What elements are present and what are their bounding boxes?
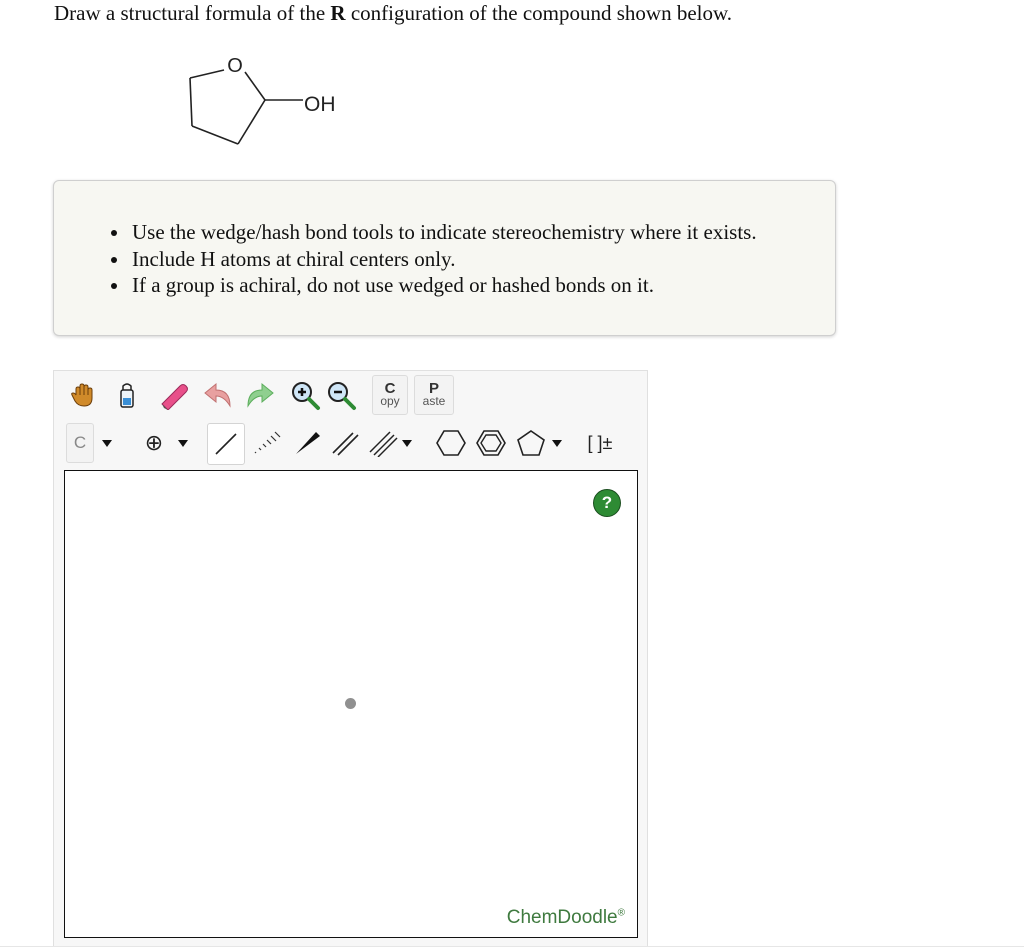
bracket-button[interactable] [578, 423, 622, 463]
hydroxyl-label: OH [304, 93, 336, 116]
charge-plus-icon: ⊕ [144, 430, 164, 455]
double-bond-icon [330, 429, 360, 457]
ring-oxygen-label: O [227, 55, 243, 77]
cyclopentane-button[interactable] [514, 423, 548, 463]
triple-bond-icon [368, 429, 398, 457]
question-prefix: Draw a structural formula of the [54, 1, 331, 25]
clear-icon [113, 380, 141, 410]
chemdoodle-editor [53, 370, 648, 947]
chevron-down-icon [102, 440, 112, 447]
hash-bond-button[interactable] [250, 423, 284, 463]
copy-label-big: C [384, 380, 396, 397]
double-bond-button[interactable] [328, 423, 362, 463]
hand-tool-button[interactable] [66, 375, 100, 415]
wedge-bond-icon [292, 429, 322, 457]
paste-label-big: P [428, 380, 439, 397]
zoom-in-button[interactable] [288, 375, 322, 415]
copy-label [380, 380, 400, 408]
bond-c5-o [190, 70, 224, 78]
toolbar-row-1 [62, 375, 642, 421]
molecule-structure [180, 48, 380, 163]
atom-dropdown-button[interactable] [94, 423, 120, 463]
brand-text: ChemDoodle [506, 907, 618, 928]
bond-dropdown-button[interactable] [396, 423, 418, 463]
ring-dropdown-button[interactable] [546, 423, 568, 463]
single-bond-button[interactable] [207, 423, 245, 465]
instruction-item: Include H atoms at chiral centers only. [132, 246, 757, 273]
hand-icon [69, 381, 97, 409]
hexagon-ring-icon [435, 428, 467, 458]
clear-button[interactable] [110, 375, 144, 415]
bond-c2-c3 [238, 100, 265, 144]
benzene-button[interactable] [474, 423, 508, 463]
brand-mark: ® [617, 907, 625, 919]
instructions-list [132, 219, 757, 299]
redo-button[interactable] [242, 375, 276, 415]
paste-button[interactable] [414, 375, 454, 415]
chemdoodle-logo [507, 907, 625, 929]
cursor-marker [345, 698, 356, 709]
drawing-canvas[interactable] [64, 470, 638, 938]
instruction-item: Use the wedge/hash bond tools to indicate stereochemistry where it exists. [132, 220, 757, 244]
paste-label [422, 380, 446, 408]
zoom-in-icon [289, 379, 321, 411]
atom-label-button[interactable] [66, 423, 94, 463]
single-bond-icon [212, 430, 240, 458]
cyclohexane-button[interactable] [434, 423, 468, 463]
question-bold-r: R [330, 1, 346, 25]
bond-c4-c5 [190, 78, 192, 126]
undo-button[interactable] [202, 375, 236, 415]
molecule-svg [180, 48, 380, 158]
copy-label-small: opy [380, 394, 400, 408]
redo-icon [242, 380, 276, 410]
zoom-out-button[interactable] [324, 375, 358, 415]
eraser-icon [158, 380, 192, 410]
paste-label-small: aste [422, 394, 446, 408]
chevron-down-icon [402, 440, 412, 447]
charge-dropdown-button[interactable] [172, 423, 194, 463]
bond-c3-c4 [192, 126, 238, 144]
pentagon-ring-icon [515, 428, 547, 458]
undo-icon [202, 380, 236, 410]
copy-button[interactable] [372, 375, 408, 415]
bond-o-c2 [245, 72, 265, 100]
bracket-icon: [ ]± [587, 432, 613, 453]
benzene-ring-icon [475, 428, 507, 458]
hash-bond-icon [252, 429, 282, 457]
instruction-item: If a group is achiral, do not use wedged or hashed bonds on it. [132, 272, 757, 299]
help-button[interactable]: ? [593, 489, 621, 517]
question-suffix: configuration of the compound shown below. [345, 1, 733, 25]
charge-button[interactable] [134, 423, 174, 463]
question-text [54, 0, 732, 26]
instructions-box [53, 180, 836, 336]
eraser-button[interactable] [158, 375, 192, 415]
atom-label-text: C [73, 433, 87, 452]
chevron-down-icon [552, 440, 562, 447]
zoom-out-icon [325, 379, 357, 411]
wedge-bond-button[interactable] [290, 423, 324, 463]
chevron-down-icon [178, 440, 188, 447]
toolbar-row-2 [62, 423, 642, 469]
triple-bond-button[interactable] [366, 423, 400, 463]
page-divider [0, 946, 1024, 947]
